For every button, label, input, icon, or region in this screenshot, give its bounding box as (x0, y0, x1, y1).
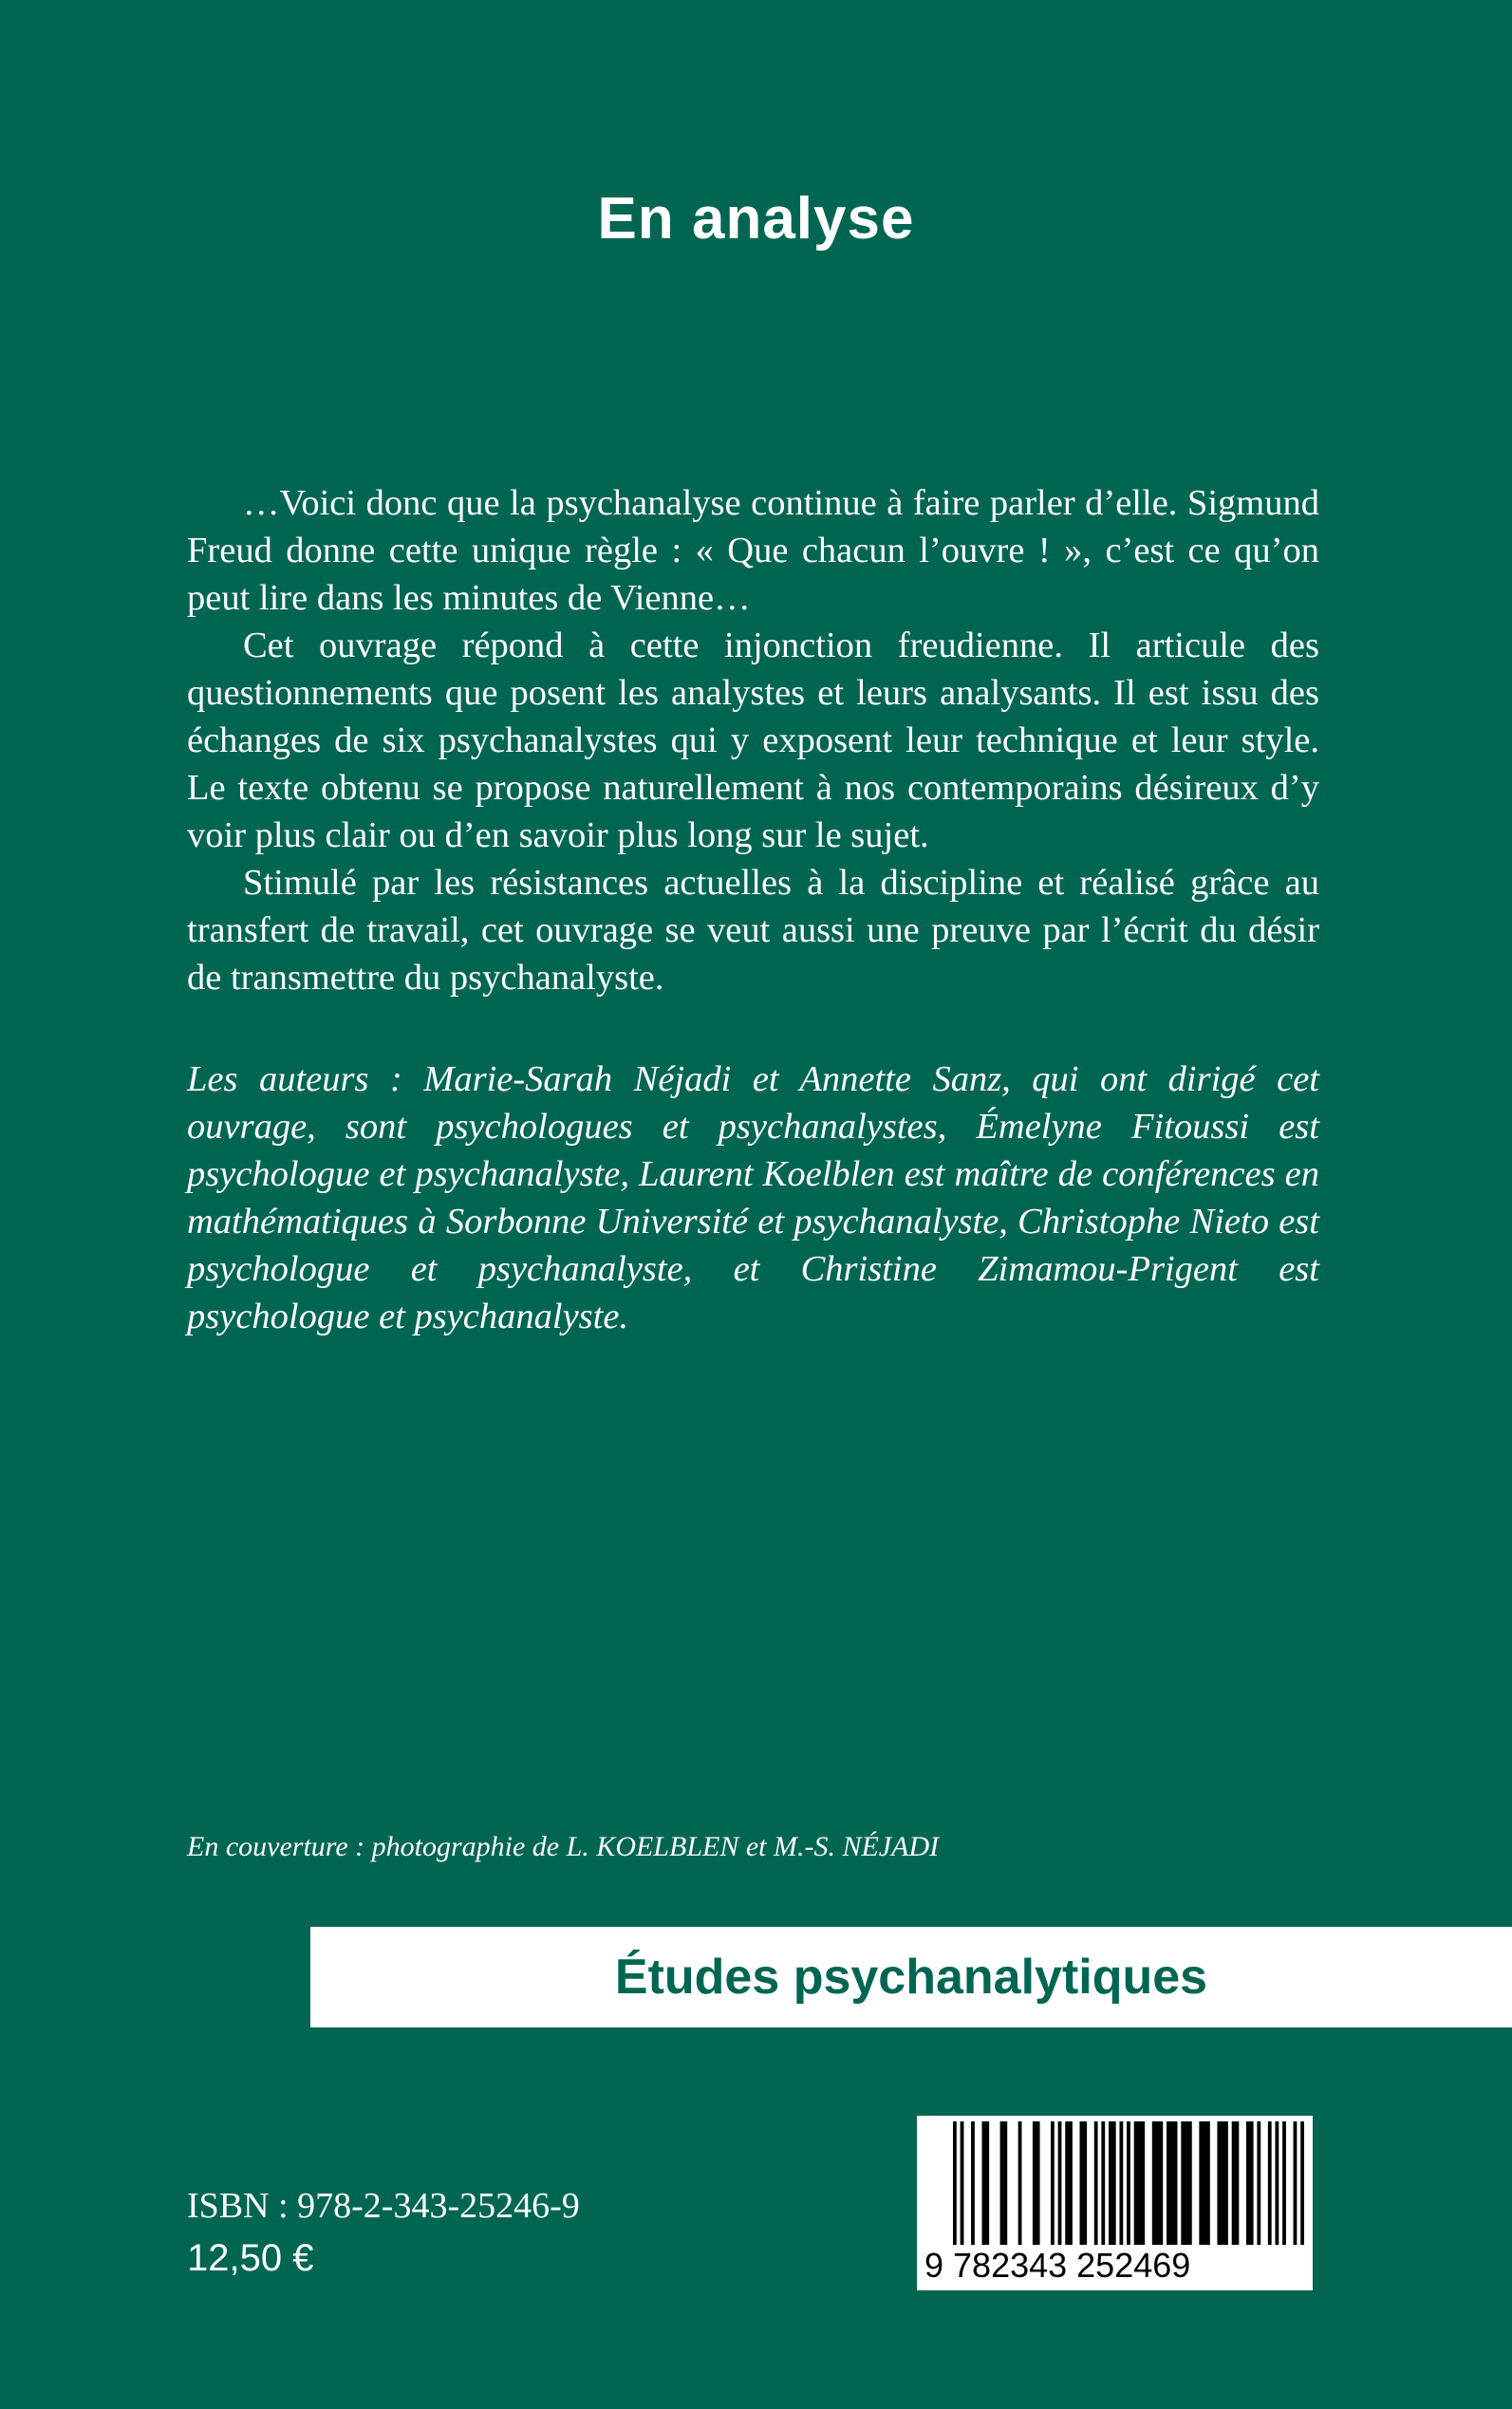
barcode-bar (1058, 2121, 1062, 2245)
barcode-bar (1294, 2121, 1297, 2245)
barcode-bar (1065, 2121, 1073, 2245)
barcode-bar (1232, 2121, 1240, 2245)
summary-paragraph: Cet ouvrage répond à cette injonction freudienne. Il articule des questionnements que posent les analystes et leurs analysants. Il est issu des échanges de six psychanalystes qui y exposent leur technique et leur style. Le texte obtenu se propose naturellement à nos contemporains désireux d’y voir plus clair ou d’en savoir plus long sur le sujet. (187, 626, 1319, 855)
barcode-bar (1181, 2121, 1191, 2245)
barcode-bar (1268, 2121, 1272, 2245)
barcode-bar (1134, 2121, 1145, 2245)
barcode-bar (1257, 2121, 1260, 2245)
authors-note: Les auteurs : Marie-Sarah Néjadi et Annette Sanz, qui ont dirigé cet ouvrage, sont psychologues et psychanalystes, Émelyne Fitoussi est psychologue et psychanalyste, Laurent Koelblen est maître de conférences en mathématiques à Sorbonne Université et psychanalyste, Christophe Nieto est psychologue et psychanalyste, et Christine Zimamou-Prigent est psychologue et psychanalyste. (187, 1059, 1319, 1336)
barcode-bar (971, 2121, 975, 2245)
barcode-bar (1246, 2121, 1254, 2245)
series-name: Études psychanalytiques (614, 1950, 1208, 2005)
price: 12,50 € (187, 2237, 314, 2279)
cover-photo-credit: En couverture : photographie de L. KOELBLEN et M.-S. NÉJADI (187, 1831, 940, 1862)
barcode-bar (1300, 2121, 1304, 2245)
summary-paragraph: Stimulé par les résistances actuelles à la discipline et réalisé grâce au transfert de travail, cet ouvrage se veut aussi une preuve par l’écrit du désir de transmettre du psychanalyste. (187, 863, 1319, 998)
barcode-bar (961, 2121, 964, 2245)
barcode-bar (1000, 2121, 1008, 2245)
barcode-bar (982, 2121, 990, 2245)
barcode-bar (1217, 2121, 1227, 2245)
barcode-bar (1127, 2121, 1130, 2245)
barcode-bar (953, 2121, 957, 2245)
barcode-bar (1275, 2121, 1279, 2245)
barcode-bar (1119, 2121, 1123, 2245)
book-title: En analyse (597, 186, 915, 252)
barcode-bar (1094, 2121, 1098, 2245)
barcode-bar (1051, 2121, 1055, 2245)
barcode-bar (1109, 2121, 1116, 2245)
barcode-bar (1101, 2121, 1105, 2245)
barcode-digits: 9 782343 252469 (924, 2246, 1191, 2285)
barcode-bar (1080, 2121, 1088, 2245)
summary-paragraph: …Voici donc que la psychanalyse continue à faire parler d’elle. Sigmund Freud donne cette unique règle : « Que chacun l’ouvre ! », c’est ce qu’on peut lire dans les minutes de Vienne… (187, 483, 1319, 618)
summary-text (187, 479, 1319, 1001)
barcode-bar (1167, 2121, 1177, 2245)
barcode-bar (1199, 2121, 1209, 2245)
series-band (310, 1927, 1512, 2027)
barcode-bar (1152, 2121, 1163, 2245)
barcode-bar (1282, 2121, 1286, 2245)
barcode-bar (1033, 2121, 1040, 2245)
barcode-bar (1018, 2121, 1022, 2245)
barcode (917, 2116, 1313, 2290)
isbn: ISBN : 978-2-343-25246-9 (187, 2186, 580, 2226)
